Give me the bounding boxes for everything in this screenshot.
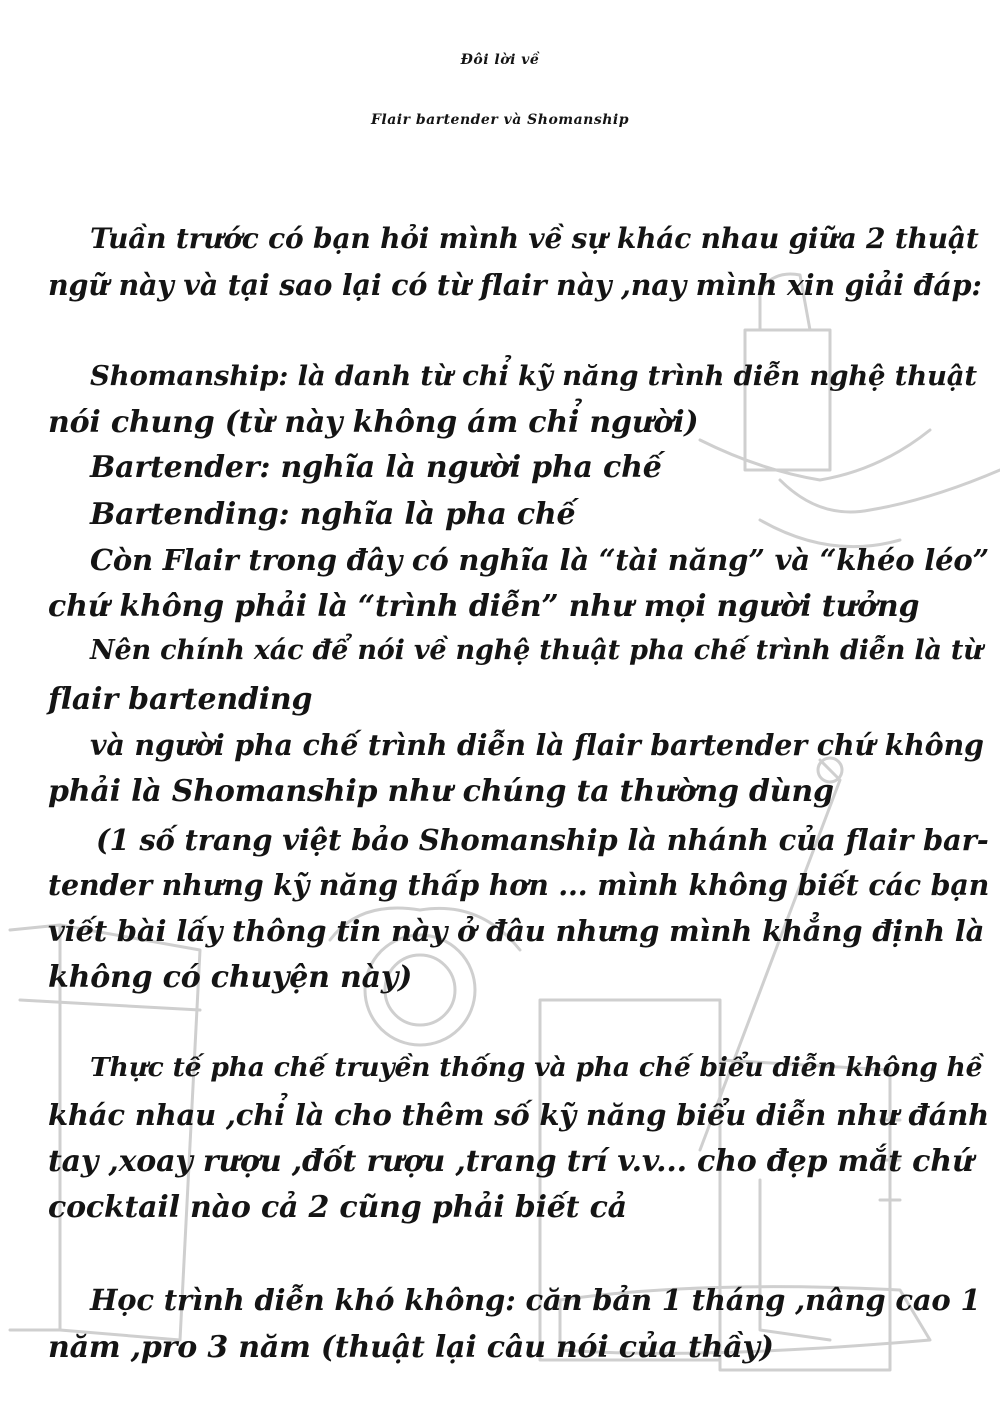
- body-line: chứ không phải là “trình diễn” như mọi người tưởng: [48, 589, 920, 624]
- body-line: Thực tế pha chế truyền thống và pha chế biểu diễn không hề: [90, 1052, 983, 1083]
- body-line: flair bartending: [48, 682, 313, 717]
- body-line: Nên chính xác để nói về nghệ thuật pha chế trình diễn là từ: [90, 635, 983, 666]
- body-line: Shomanship: là danh từ chỉ kỹ năng trình diễn nghệ thuật: [90, 360, 977, 392]
- body-line: ngữ này và tại sao lại có từ flair này ,nay mình xin giải đáp:: [48, 268, 982, 302]
- body-line: tay ,xoay rượu ,đốt rượu ,trang trí v.v... cho đẹp mắt chứ: [48, 1144, 974, 1179]
- body-line: Bartender: nghĩa là người pha chế: [90, 450, 662, 485]
- body-line: Tuần trước có bạn hỏi mình về sự khác nhau giữa 2 thuật: [90, 222, 979, 255]
- body-line: Bartending: nghĩa là pha chế: [90, 497, 576, 532]
- body-line: và người pha chế trình diễn là flair bartender chứ không: [90, 728, 984, 762]
- body-line: Còn Flair trong đây có nghĩa là “tài năng” và “khéo léo”: [90, 543, 990, 577]
- body-line: tender nhưng kỹ năng thấp hơn ... mình không biết các bạn: [48, 868, 990, 902]
- body-line: nói chung (từ này không ám chỉ người): [48, 405, 699, 440]
- body-line: cocktail nào cả 2 cũng phải biết cả: [48, 1190, 627, 1225]
- body-line: Học trình diễn khó không: căn bản 1 tháng ,nâng cao 1: [90, 1283, 981, 1317]
- body-line: (1 số trang việt bảo Shomanship là nhánh của flair bar-: [96, 823, 989, 857]
- body-line: viết bài lấy thông tin này ở đâu nhưng mình khẳng định là: [48, 914, 985, 948]
- body-line: năm ,pro 3 năm (thuật lại câu nói của thầy): [48, 1330, 774, 1365]
- title-line-1: Đôi lời về: [460, 52, 540, 68]
- body-line: không có chuyện này): [48, 960, 413, 995]
- title-line-2: Flair bartender và Shomanship: [370, 112, 630, 128]
- body-line: khác nhau ,chỉ là cho thêm số kỹ năng biểu diễn như đánh: [48, 1098, 989, 1132]
- body-line: phải là Shomanship như chúng ta thường dùng: [48, 774, 834, 809]
